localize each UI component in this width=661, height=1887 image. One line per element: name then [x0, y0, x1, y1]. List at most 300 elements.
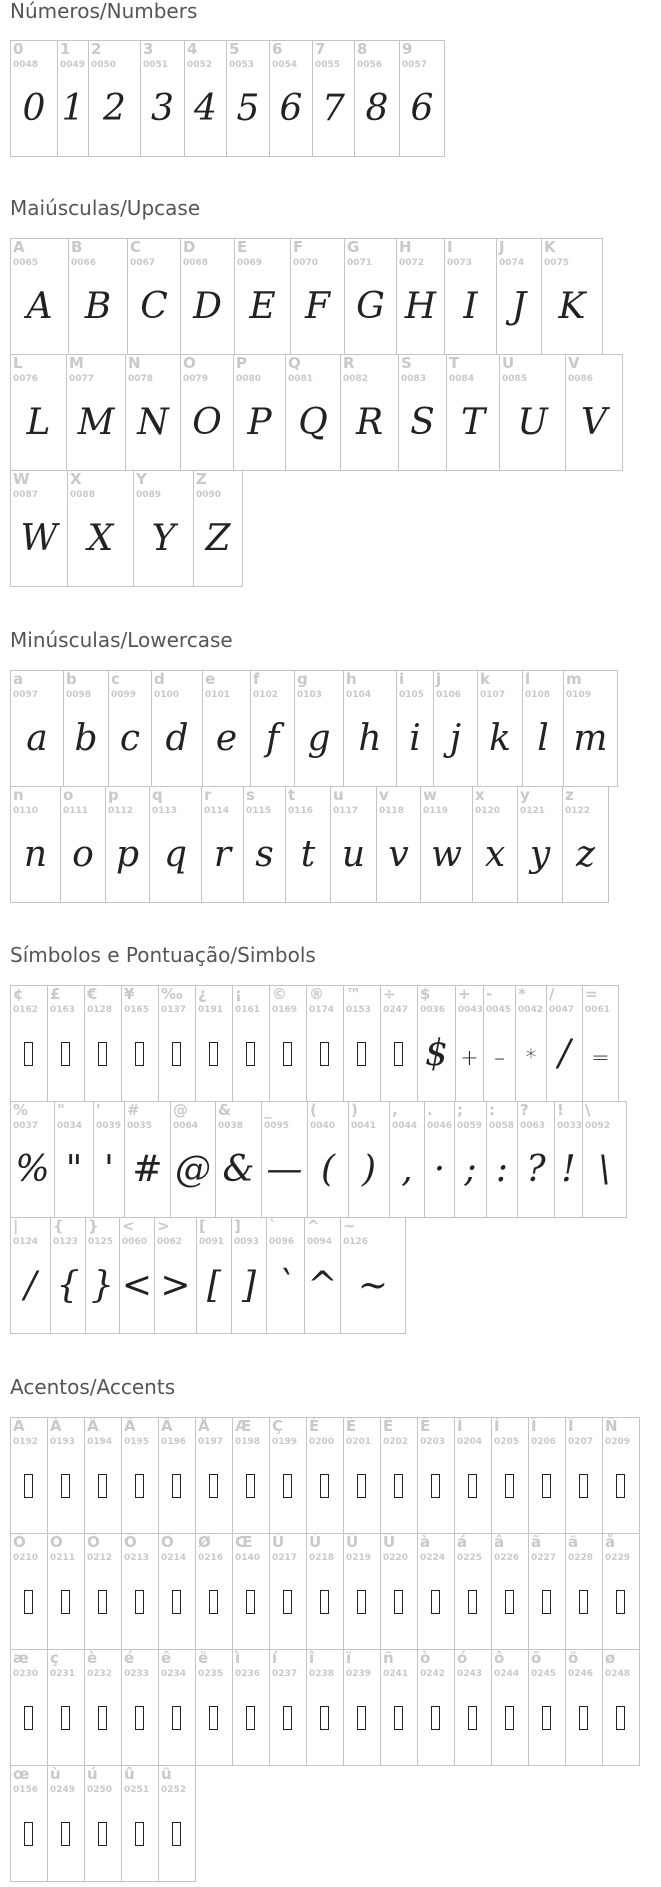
glyph-code-label: 0069 [237, 258, 263, 268]
glyph-cell [376, 786, 421, 903]
glyph-sample: / [24, 1265, 37, 1306]
glyph-code-label: 0234 [161, 1669, 187, 1679]
glyph-sample: x [484, 834, 506, 875]
glyph-cell [170, 1101, 216, 1218]
glyph-cell [499, 354, 566, 471]
glyph-code-label: 0050 [91, 60, 117, 70]
glyph-code-label: 0218 [309, 1553, 335, 1563]
glyph-char-label: _ [264, 1101, 272, 1119]
glyph-char-label: P [236, 354, 247, 372]
glyph-cell [582, 1101, 627, 1218]
glyph-cell [119, 1217, 155, 1334]
glyph-cell [202, 670, 251, 787]
glyph-cell [121, 1765, 159, 1882]
glyph-cell [602, 1417, 640, 1534]
glyph-char-label: õ [531, 1649, 542, 1667]
glyph-code-label: 0116 [288, 806, 314, 816]
glyph-sample: > [160, 1265, 191, 1306]
glyph-code-label: 0048 [13, 60, 39, 70]
glyph-char-label: ^ [307, 1217, 320, 1235]
glyph-cell [294, 670, 344, 787]
glyph-sample: V [581, 402, 607, 443]
glyph-char-label: f [253, 670, 260, 688]
glyph-cell [330, 786, 377, 903]
glyph-char-label: M [69, 354, 84, 372]
glyph-grid-numbers [10, 40, 444, 157]
glyph-char-label: F [293, 238, 304, 256]
glyph-cell [454, 1649, 492, 1766]
glyph-char-label: m [566, 670, 582, 688]
glyph-code-label: 0072 [399, 258, 425, 268]
glyph-cell [269, 985, 307, 1102]
glyph-cell [522, 670, 564, 787]
glyph-code-label: 0080 [236, 374, 262, 384]
glyph-code-label: 0192 [13, 1437, 39, 1447]
glyph-char-label: b [66, 670, 77, 688]
glyph-cell [149, 786, 202, 903]
glyph-char-label: & [218, 1101, 232, 1119]
glyph-code-label: 0123 [53, 1237, 79, 1247]
glyph-cell [151, 670, 203, 787]
glyph-code-label: 0038 [218, 1121, 244, 1131]
glyph-char-label: i [399, 670, 405, 688]
glyph-code-label: 0059 [457, 1121, 483, 1131]
glyph-code-label: 0075 [544, 258, 570, 268]
glyph-char-label: ä [568, 1533, 579, 1551]
glyph-code-label: 0232 [87, 1669, 113, 1679]
missing-glyph-box-icon [172, 1474, 181, 1498]
missing-glyph-box-icon [209, 1706, 218, 1730]
glyph-code-label: 0207 [568, 1437, 594, 1447]
glyph-sample: m [573, 718, 608, 759]
glyph-char-label: ï [346, 1649, 352, 1667]
glyph-sample: Y [151, 518, 176, 559]
glyph-char-label: " [57, 1101, 65, 1119]
glyph-char-label: t [288, 786, 296, 804]
glyph-code-label: 0068 [183, 258, 209, 268]
glyph-sample: 5 [236, 88, 260, 129]
glyph-char-label: U [502, 354, 515, 372]
glyph-char-label: ; [457, 1101, 463, 1119]
glyph-code-label: 0169 [272, 1005, 298, 1015]
glyph-code-label: 0101 [205, 690, 231, 700]
glyph-code-label: 0045 [486, 1005, 512, 1015]
glyph-cell [63, 670, 109, 787]
glyph-code-label: 0103 [297, 690, 323, 700]
glyph-row [10, 470, 622, 587]
glyph-sample: — [266, 1149, 303, 1190]
glyph-code-label: 0112 [108, 806, 134, 816]
glyph-cell [565, 1649, 603, 1766]
glyph-char-label: ë [198, 1649, 209, 1667]
glyph-sample: M [77, 402, 115, 443]
glyph-cell [491, 1533, 529, 1650]
glyph-char-label: ® [309, 985, 324, 1003]
glyph-code-label: 0044 [392, 1121, 418, 1131]
glyph-code-label: 0076 [13, 374, 39, 384]
glyph-code-label: 0117 [333, 806, 359, 816]
glyph-char-label: z [565, 786, 574, 804]
glyph-char-label: é [124, 1649, 135, 1667]
glyph-char-label: É [346, 1417, 357, 1435]
glyph-code-label: 0217 [272, 1553, 298, 1563]
glyph-char-label: O [183, 354, 196, 372]
glyph-code-label: 0100 [154, 690, 180, 700]
glyph-cell [10, 1417, 48, 1534]
glyph-cell [269, 1649, 307, 1766]
glyph-char-label: L [13, 354, 23, 372]
glyph-code-label: 0201 [346, 1437, 372, 1447]
glyph-cell [546, 985, 583, 1102]
glyph-code-label: 0104 [346, 690, 372, 700]
glyph-cell [158, 1765, 196, 1882]
glyph-char-label: ] [234, 1217, 241, 1235]
glyph-char-label: < [122, 1217, 135, 1235]
glyph-code-label: 0090 [196, 490, 222, 500]
glyph-char-label: g [297, 670, 308, 688]
glyph-code-label: 0174 [309, 1005, 335, 1015]
glyph-sample: P [247, 402, 272, 443]
glyph-cell [84, 1765, 122, 1882]
glyph-code-label: 0125 [88, 1237, 114, 1247]
glyph-code-label: 0230 [13, 1669, 39, 1679]
glyph-char-label: Ô [87, 1533, 100, 1551]
glyph-char-label: å [605, 1533, 616, 1551]
missing-glyph-box-icon [98, 1706, 107, 1730]
glyph-code-label: 0062 [157, 1237, 183, 1247]
missing-glyph-box-icon [283, 1474, 292, 1498]
glyph-char-label: Î [531, 1417, 537, 1435]
glyph-char-label: s [246, 786, 255, 804]
glyph-cell [158, 1533, 196, 1650]
glyph-code-label: 0082 [343, 374, 369, 384]
glyph-row [10, 1765, 639, 1882]
glyph-cell [285, 786, 331, 903]
glyph-grid-symbols [10, 985, 626, 1334]
glyph-row [10, 1417, 639, 1534]
glyph-code-label: 0071 [347, 258, 373, 268]
glyph-code-label: 0108 [525, 690, 551, 700]
glyph-char-label: y [520, 786, 530, 804]
glyph-cell [269, 1417, 307, 1534]
glyph-code-label: 0037 [13, 1121, 39, 1131]
glyph-char-label: Ö [161, 1533, 174, 1551]
glyph-code-label: 0233 [124, 1669, 150, 1679]
glyph-sample: : [495, 1149, 509, 1190]
glyph-sample: " [65, 1149, 83, 1190]
glyph-sample: – [494, 1046, 505, 1071]
glyph-char-label: œ [13, 1765, 30, 1783]
glyph-code-label: 0228 [568, 1553, 594, 1563]
glyph-cell [10, 670, 64, 787]
glyph-char-label: ‰ [161, 985, 183, 1003]
glyph-char-label: \ [585, 1101, 591, 1119]
glyph-code-label: 0236 [235, 1669, 261, 1679]
glyph-sample: w [431, 834, 462, 875]
missing-glyph-box-icon [468, 1590, 477, 1614]
missing-glyph-box-icon [24, 1706, 33, 1730]
missing-glyph-box-icon [61, 1042, 70, 1066]
glyph-sample: D [193, 286, 222, 327]
glyph-sample: ; [464, 1149, 477, 1190]
glyph-cell [158, 985, 196, 1102]
glyph-sample: $ [425, 1033, 448, 1074]
glyph-code-label: 0099 [111, 690, 137, 700]
glyph-char-label: € [87, 985, 98, 1003]
missing-glyph-box-icon [135, 1822, 144, 1846]
glyph-code-label: 0137 [161, 1005, 187, 1015]
glyph-code-label: 0060 [122, 1237, 148, 1247]
glyph-cell [380, 1649, 418, 1766]
glyph-code-label: 0058 [489, 1121, 515, 1131]
glyph-cell [10, 985, 48, 1102]
glyph-char-label: ( [310, 1101, 317, 1119]
missing-glyph-box-icon [431, 1706, 440, 1730]
glyph-char-label: > [157, 1217, 170, 1235]
glyph-char-label: Í [494, 1417, 500, 1435]
glyph-code-label: 0206 [531, 1437, 557, 1447]
glyph-code-label: 0084 [449, 374, 475, 384]
glyph-code-label: 0105 [399, 690, 425, 700]
glyph-sample: S [410, 402, 435, 443]
glyph-code-label: 0203 [420, 1437, 446, 1447]
glyph-cell [344, 238, 397, 355]
glyph-char-label: Å [198, 1417, 210, 1435]
glyph-code-label: 0102 [253, 690, 279, 700]
glyph-sample: / [558, 1033, 571, 1074]
glyph-row [10, 40, 444, 157]
glyph-cell [602, 1649, 640, 1766]
glyph-sample: 6 [410, 88, 434, 129]
glyph-cell [93, 1101, 125, 1218]
glyph-code-label: 0083 [401, 374, 427, 384]
glyph-cell [343, 1533, 381, 1650]
glyph-cell [226, 40, 270, 157]
glyph-sample: 1 [61, 88, 85, 129]
glyph-cell [47, 1417, 85, 1534]
glyph-char-label: 4 [187, 40, 198, 58]
glyph-cell [193, 470, 243, 587]
glyph-code-label: 0213 [124, 1553, 150, 1563]
missing-glyph-box-icon [135, 1042, 144, 1066]
glyph-char-label: ñ [383, 1649, 394, 1667]
glyph-char-label: / [549, 985, 555, 1003]
glyph-sample: * [525, 1046, 537, 1071]
glyph-cell [231, 1217, 267, 1334]
glyph-cell [343, 1417, 381, 1534]
glyph-code-label: 0087 [13, 490, 39, 500]
glyph-code-label: 0198 [235, 1437, 261, 1447]
glyph-cell [195, 1649, 233, 1766]
glyph-sample: n [23, 834, 48, 875]
glyph-char-label: q [152, 786, 163, 804]
glyph-sample: 0 [22, 88, 46, 129]
glyph-sample: T [460, 402, 485, 443]
missing-glyph-box-icon [246, 1590, 255, 1614]
glyph-cell [50, 1217, 86, 1334]
glyph-code-label: 0041 [351, 1121, 377, 1131]
glyph-code-label: 0156 [13, 1785, 39, 1795]
glyph-sample: } [91, 1265, 114, 1306]
missing-glyph-box-icon [98, 1474, 107, 1498]
glyph-char-label: ' [96, 1101, 101, 1119]
glyph-char-label: 6 [272, 40, 283, 58]
glyph-cell [84, 1649, 122, 1766]
glyph-code-label: 0225 [457, 1553, 483, 1563]
glyph-sample: Q [298, 402, 328, 443]
glyph-sample: ^ [307, 1265, 338, 1306]
missing-glyph-box-icon [24, 1474, 33, 1498]
glyph-code-label: 0212 [87, 1553, 113, 1563]
glyph-char-label: ! [557, 1101, 564, 1119]
glyph-grid-upcase [10, 238, 622, 587]
glyph-code-label: 0040 [310, 1121, 336, 1131]
glyph-cell [10, 1533, 48, 1650]
glyph-code-label: 0238 [309, 1669, 335, 1679]
glyph-cell [195, 1533, 233, 1650]
missing-glyph-box-icon [616, 1474, 625, 1498]
glyph-sample: b [74, 718, 98, 759]
missing-glyph-box-icon [61, 1706, 70, 1730]
missing-glyph-box-icon [24, 1590, 33, 1614]
glyph-sample: e [215, 718, 238, 759]
glyph-char-label: N [128, 354, 141, 372]
glyph-code-label: 0199 [272, 1437, 298, 1447]
glyph-code-label: 0194 [87, 1437, 113, 1447]
glyph-char-label: î [309, 1649, 315, 1667]
glyph-code-label: 0047 [549, 1005, 575, 1015]
glyph-cell [565, 1417, 603, 1534]
glyph-row [10, 238, 622, 355]
glyph-char-label: ÷ [383, 985, 396, 1003]
glyph-cell [10, 238, 69, 355]
glyph-code-label: 0161 [235, 1005, 261, 1015]
glyph-cell [454, 1417, 492, 1534]
glyph-code-label: 0035 [127, 1121, 153, 1131]
glyph-char-label: ¢ [13, 985, 24, 1003]
glyph-char-label: k [480, 670, 490, 688]
glyph-cell [343, 1649, 381, 1766]
glyph-code-label: 0126 [343, 1237, 369, 1247]
glyph-code-label: 0214 [161, 1553, 187, 1563]
glyph-char-label: ù [50, 1765, 61, 1783]
glyph-cell [121, 1417, 159, 1534]
missing-glyph-box-icon [579, 1706, 588, 1730]
glyph-row [10, 1101, 626, 1218]
glyph-char-label: . [427, 1101, 433, 1119]
glyph-cell [417, 1417, 455, 1534]
glyph-char-label: È [309, 1417, 320, 1435]
glyph-sample: t [300, 834, 316, 875]
glyph-code-label: 0056 [357, 60, 383, 70]
glyph-cell [196, 1217, 232, 1334]
glyph-sample: \ [598, 1149, 611, 1190]
glyph-cell [195, 985, 233, 1102]
glyph-sample: @ [175, 1149, 211, 1190]
glyph-cell [444, 238, 497, 355]
glyph-char-label: } [88, 1217, 99, 1235]
glyph-code-label: 0094 [307, 1237, 333, 1247]
glyph-char-label: ~ [343, 1217, 356, 1235]
glyph-sample: N [137, 402, 169, 443]
glyph-char-label: Ã [124, 1417, 136, 1435]
glyph-code-label: 0051 [143, 60, 169, 70]
glyph-char-label: A [13, 238, 25, 256]
glyph-cell [306, 1649, 344, 1766]
missing-glyph-box-icon [320, 1474, 329, 1498]
glyph-code-label: 0053 [229, 60, 255, 70]
glyph-code-label: 0097 [13, 690, 39, 700]
glyph-char-label: x [475, 786, 485, 804]
glyph-char-label: w [423, 786, 437, 804]
glyph-code-label: 0070 [293, 258, 319, 268]
glyph-cell [180, 238, 235, 355]
glyph-sample: z [576, 834, 595, 875]
glyph-sample: d [165, 718, 189, 759]
glyph-char-label: D [183, 238, 196, 256]
glyph-cell [47, 1533, 85, 1650]
glyph-char-label: û [124, 1765, 135, 1783]
glyph-char-label: Û [346, 1533, 359, 1551]
glyph-cell [483, 985, 516, 1102]
glyph-cell [266, 1217, 305, 1334]
glyph-cell [306, 1417, 344, 1534]
glyph-code-label: 0128 [87, 1005, 113, 1015]
glyph-char-label: 7 [315, 40, 326, 58]
glyph-sample: ' [104, 1149, 114, 1190]
glyph-cell [88, 40, 141, 157]
section-title-lowercase: Minúsculas/Lowercase [10, 628, 233, 652]
glyph-char-label: R [343, 354, 355, 372]
glyph-char-label: = [585, 985, 598, 1003]
glyph-code-label: 0114 [204, 806, 230, 816]
glyph-cell [84, 1417, 122, 1534]
glyph-cell [486, 1101, 518, 1218]
missing-glyph-box-icon [394, 1042, 403, 1066]
glyph-char-label: S [401, 354, 412, 372]
glyph-code-label: 0248 [605, 1669, 631, 1679]
glyph-cell [348, 1101, 390, 1218]
glyph-char-label: % [13, 1101, 29, 1119]
glyph-row [10, 670, 617, 787]
glyph-sample: [ [206, 1265, 222, 1306]
glyph-code-label: 0061 [585, 1005, 611, 1015]
glyph-char-label: Œ [235, 1533, 253, 1551]
missing-glyph-box-icon [505, 1590, 514, 1614]
glyph-cell [121, 985, 159, 1102]
glyph-cell [184, 40, 227, 157]
glyph-sample: R [355, 402, 384, 443]
glyph-char-label: G [347, 238, 360, 256]
glyph-char-label: + [458, 985, 471, 1003]
glyph-code-label: 0092 [585, 1121, 611, 1131]
missing-glyph-box-icon [61, 1822, 70, 1846]
glyph-cell [158, 1417, 196, 1534]
missing-glyph-box-icon [357, 1042, 366, 1066]
glyph-cell [108, 670, 152, 787]
glyph-char-label: ã [531, 1533, 542, 1551]
missing-glyph-box-icon [135, 1706, 144, 1730]
glyph-cell [10, 786, 61, 903]
missing-glyph-box-icon [468, 1706, 477, 1730]
glyph-cell [127, 238, 181, 355]
section-title-accents: Acentos/Accents [10, 1375, 176, 1399]
missing-glyph-box-icon [542, 1706, 551, 1730]
glyph-cell [491, 1649, 529, 1766]
glyph-cell [380, 1533, 418, 1650]
glyph-cell [232, 1649, 270, 1766]
glyph-cell [455, 985, 484, 1102]
